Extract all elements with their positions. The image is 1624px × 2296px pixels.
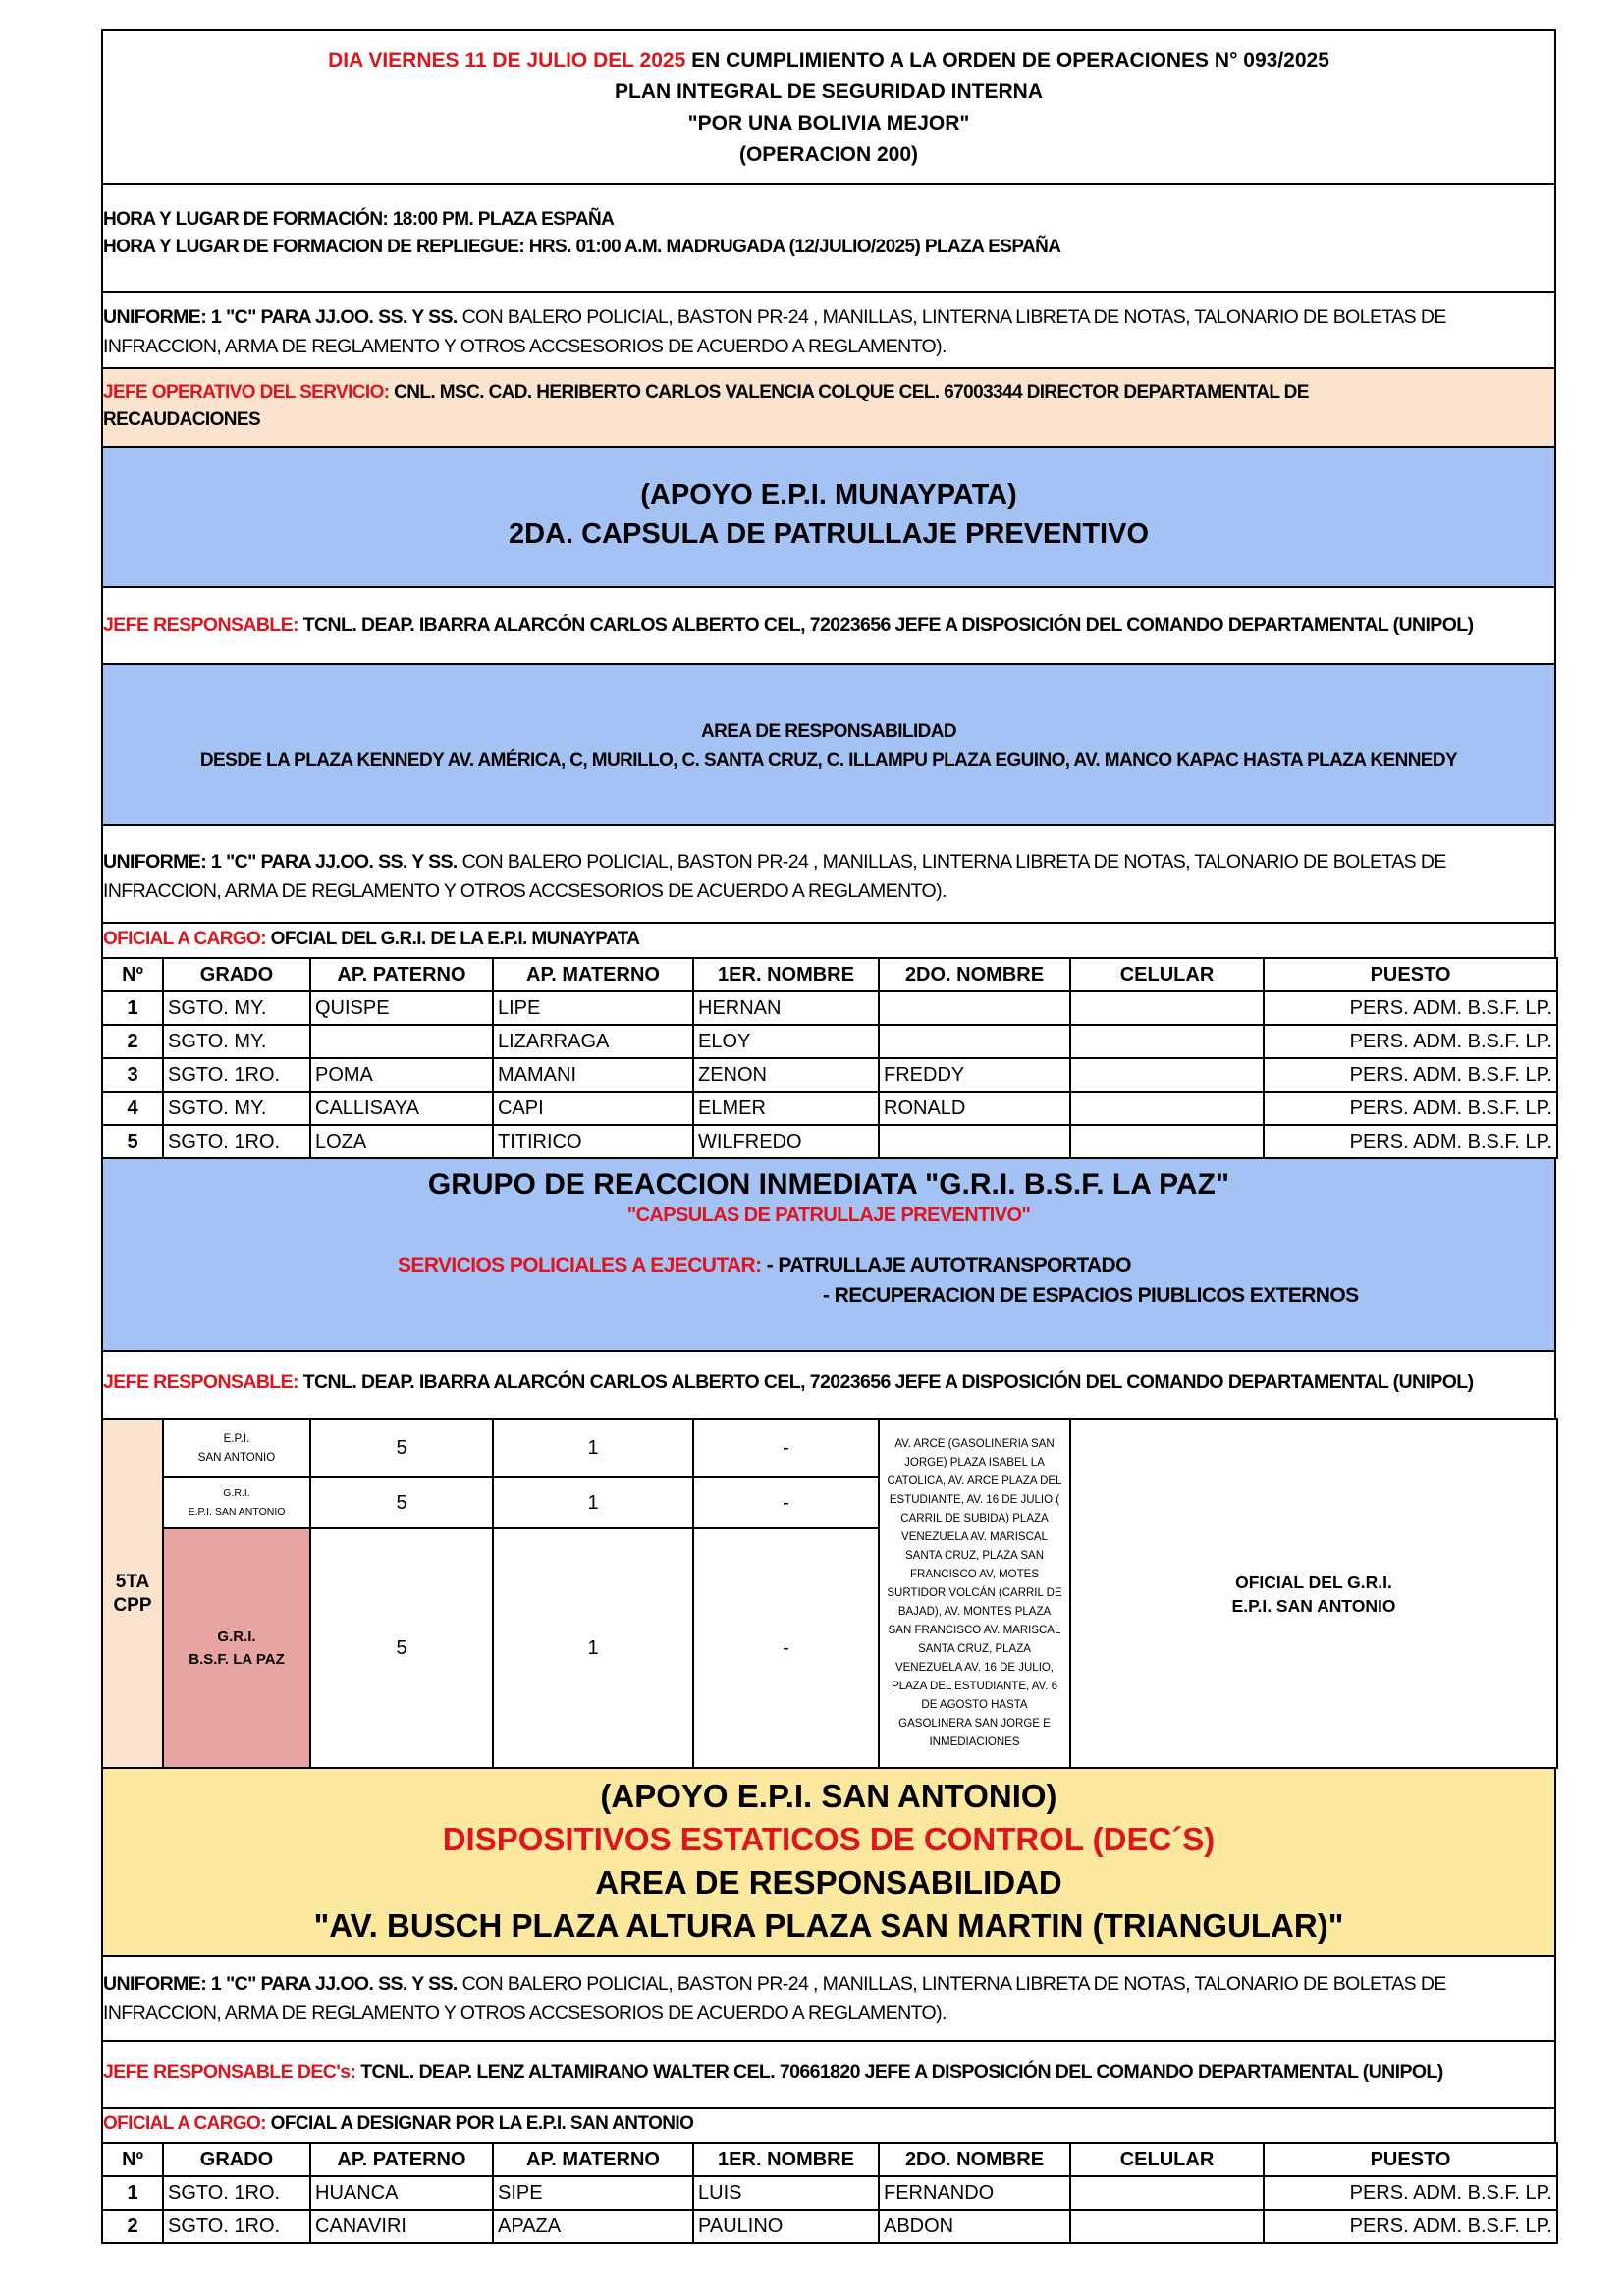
- personnel-table-1: [101, 957, 1558, 1159]
- col-header-first-name: 1ER. NOMBRE: [693, 2143, 879, 2176]
- cpp-n2: 1: [493, 1528, 693, 1768]
- cell-post: PERS. ADM. B.S.F. LP.: [1264, 1058, 1557, 1092]
- area-title: AREA DE RESPONSABILIDAD: [701, 721, 956, 742]
- cell-second-name: [879, 1025, 1070, 1058]
- header-order: EN CUMPLIMIENTO A LA ORDEN DE OPERACIONES N° 093/2025: [685, 49, 1329, 72]
- cpp-unit: E.P.I. SAN ANTONIO: [163, 1419, 310, 1477]
- uniform-2-label: UNIFORME: 1 "C" PARA JJ.OO. SS. Y SS.: [103, 851, 458, 873]
- cpp-n1: 5: [310, 1477, 493, 1528]
- cell-second-name: FREDDY: [879, 1058, 1070, 1092]
- cpp-route: AV. ARCE (GASOLINERIA SAN JORGE) PLAZA ISABEL LA CATOLICA, AV. ARCE PLAZA DEL ESTUDIANTE, AV. 16 DE JULIO ( CARRIL DE SUBIDA) PLAZA VENEZUELA AV. MARISCAL SANTA CRUZ, PLAZA SAN FRANCISCO AV, MOTES SURTIDOR VOLCÁN (CARRIL DE BAJAD), AV. MONTES PLAZA SAN FRANCISCO AV. MARISCAL SANTA CRUZ, PLAZA VENEZUELA AV. 16 DE JULIO, PLAZA DEL ESTUDIANTE, AV. 6 DE AGOSTO HASTA GASOLINERA SAN JORGE E INMEDIACIONES: [879, 1419, 1070, 1768]
- table-header-row: [102, 2143, 1557, 2176]
- gri-service-2: - RECUPERACION DE ESPACIOS PIUBLICOS EXTERNOS: [823, 1284, 1359, 1307]
- cell-maternal: APAZA: [493, 2210, 693, 2243]
- operations-chief-text-2: RECAUDACIONES: [103, 409, 261, 430]
- operations-sheet: [101, 29, 1556, 2244]
- cell-rank: SGTO. 1RO.: [163, 2210, 310, 2243]
- cell-paternal: LOZA: [310, 1125, 493, 1158]
- uniform-label: UNIFORME: 1 "C" PARA JJ.OO. SS. Y SS.: [103, 306, 458, 328]
- cell-first-name: HERNAN: [693, 991, 879, 1025]
- table-row: [102, 991, 1557, 1025]
- col-header-num: Nº: [102, 958, 163, 991]
- cell-phone: [1070, 1092, 1264, 1125]
- cell-post: PERS. ADM. B.S.F. LP.: [1264, 2210, 1557, 2243]
- cell-second-name: RONALD: [879, 1092, 1070, 1125]
- section-munaypata-subtitle: 2DA. CAPSULA DE PATRULLAJE PREVENTIVO: [508, 518, 1150, 550]
- section-munaypata: [101, 448, 1556, 588]
- cell-phone: [1070, 2210, 1264, 2243]
- cpp-unit: G.R.I. E.P.I. SAN ANTONIO: [163, 1477, 310, 1528]
- cell-post: PERS. ADM. B.S.F. LP.: [1264, 2176, 1557, 2210]
- officer-in-charge-2: [101, 2109, 1556, 2144]
- cell-phone: [1070, 1025, 1264, 1058]
- cell-phone: [1070, 1058, 1264, 1092]
- cell-rank: SGTO. MY.: [163, 1092, 310, 1125]
- cell-paternal: POMA: [310, 1058, 493, 1092]
- cell-paternal: CALLISAYA: [310, 1092, 493, 1125]
- section-san-antonio-place: "AV. BUSCH PLAZA ALTURA PLAZA SAN MARTIN (TRIANGULAR)": [313, 1907, 1344, 1944]
- cpp-n3: -: [693, 1419, 879, 1477]
- section-munaypata-title: (APOYO E.P.I. MUNAYPATA): [640, 479, 1017, 510]
- cell-post: PERS. ADM. B.S.F. LP.: [1264, 1125, 1557, 1158]
- cell-second-name: ABDON: [879, 2210, 1070, 2243]
- col-header-first-name: 1ER. NOMBRE: [693, 958, 879, 991]
- responsible-chief: [101, 588, 1556, 665]
- uniform-info: [101, 293, 1556, 369]
- cpp-unit: G.R.I. B.S.F. LA PAZ: [163, 1528, 310, 1768]
- uniform-info-2: [101, 826, 1556, 924]
- cell-num: 3: [102, 1058, 163, 1092]
- gri-title: GRUPO DE REACCION INMEDIATA "G.R.I. B.S.F. LA PAZ": [427, 1168, 1230, 1201]
- cpp-n1: 5: [310, 1528, 493, 1768]
- uniform-3-label: UNIFORME: 1 "C" PARA JJ.OO. SS. Y SS.: [103, 1973, 458, 1995]
- header-plan: PLAN INTEGRAL DE SEGURIDAD INTERNA: [615, 80, 1043, 103]
- operations-chief-label: JEFE OPERATIVO DEL SERVICIO:: [103, 382, 390, 402]
- area-band: [101, 665, 1556, 826]
- cpp-n1: 5: [310, 1419, 493, 1477]
- header-operation: (OPERACION 200): [738, 143, 919, 166]
- cpp-n3: -: [693, 1528, 879, 1768]
- cell-first-name: LUIS: [693, 2176, 879, 2210]
- cell-rank: SGTO. 1RO.: [163, 1058, 310, 1092]
- cell-phone: [1070, 2176, 1264, 2210]
- cell-first-name: WILFREDO: [693, 1125, 879, 1158]
- cell-num: 2: [102, 1025, 163, 1058]
- section-san-antonio-decs: DISPOSITIVOS ESTATICOS DE CONTROL (DEC´S): [442, 1821, 1216, 1857]
- col-header-maternal: AP. MATERNO: [493, 2143, 693, 2176]
- cell-post: PERS. ADM. B.S.F. LP.: [1264, 1025, 1557, 1058]
- col-header-maternal: AP. MATERNO: [493, 958, 693, 991]
- formation-time: HORA Y LUGAR DE FORMACIÓN: 18:00 PM. PLAZA ESPAÑA: [103, 209, 615, 230]
- gri-services-line: [103, 1252, 1554, 1281]
- responsible-chief-2: [101, 1352, 1556, 1420]
- col-header-second-name: 2DO. NOMBRE: [879, 958, 1070, 991]
- col-header-paternal: AP. PATERNO: [310, 2143, 493, 2176]
- header-motto: "POR UNA BOLIVIA MEJOR": [687, 112, 970, 134]
- uniform-3-text-2: INFRACCION, ARMA DE REGLAMENTO Y OTROS ACCSESORIOS DE ACUERDO A REGLAMENTO).: [103, 2002, 947, 2024]
- cell-num: 4: [102, 1092, 163, 1125]
- cell-num: 5: [102, 1125, 163, 1158]
- formation-info: [101, 185, 1556, 293]
- responsible-chief-2-label: JEFE RESPONSABLE:: [103, 1371, 298, 1393]
- officer-label: OFICIAL A CARGO:: [103, 929, 266, 949]
- cell-post: PERS. ADM. B.S.F. LP.: [1264, 1092, 1557, 1125]
- cell-second-name: [879, 1125, 1070, 1158]
- cell-num: 2: [102, 2210, 163, 2243]
- col-header-post: PUESTO: [1264, 2143, 1557, 2176]
- section-san-antonio: [101, 1769, 1556, 1957]
- cell-maternal: LIPE: [493, 991, 693, 1025]
- col-header-rank: GRADO: [163, 2143, 310, 2176]
- decs-chief: [101, 2042, 1556, 2109]
- cell-phone: [1070, 1125, 1264, 1158]
- cell-maternal: MAMANI: [493, 1058, 693, 1092]
- responsible-chief-label: JEFE RESPONSABLE:: [103, 614, 298, 636]
- uniform-info-3: [101, 1957, 1556, 2042]
- cell-second-name: [879, 991, 1070, 1025]
- cpp-table: [101, 1418, 1558, 1769]
- retreat-time: HORA Y LUGAR DE FORMACION DE REPLIEGUE: HRS. 01:00 A.M. MADRUGADA (12/JULIO/2025) PLAZA ESPAÑA: [103, 237, 1061, 257]
- officer-in-charge: [101, 924, 1556, 959]
- cell-paternal: QUISPE: [310, 991, 493, 1025]
- cell-first-name: ELMER: [693, 1092, 879, 1125]
- responsible-chief-2-text: TCNL. DEAP. IBARRA ALARCÓN CARLOS ALBERTO CEL, 72023656 JEFE A DISPOSICIÓN DEL COMANDO DEPARTAMENTAL (UNIPOL): [298, 1371, 1474, 1393]
- uniform-2-text-1: CON BALERO POLICIAL, BASTON PR-24 , MANILLAS, LINTERNA LIBRETA DE NOTAS, TALONARIO DE BOLETAS DE: [457, 851, 1446, 873]
- col-header-rank: GRADO: [163, 958, 310, 991]
- personnel-table-2: [101, 2142, 1558, 2244]
- table-row: [102, 1025, 1557, 1058]
- responsible-chief-text: TCNL. DEAP. IBARRA ALARCÓN CARLOS ALBERTO CEL, 72023656 JEFE A DISPOSICIÓN DEL COMANDO DEPARTAMENTAL (UNIPOL): [298, 614, 1474, 636]
- header-date-line: [103, 45, 1554, 77]
- cell-first-name: ELOY: [693, 1025, 879, 1058]
- cell-maternal: LIZARRAGA: [493, 1025, 693, 1058]
- col-header-phone: CELULAR: [1070, 958, 1264, 991]
- cpp-n3: -: [693, 1477, 879, 1528]
- cell-rank: SGTO. 1RO.: [163, 1125, 310, 1158]
- decs-chief-label: JEFE RESPONSABLE DEC's:: [103, 2061, 356, 2083]
- cell-post: PERS. ADM. B.S.F. LP.: [1264, 991, 1557, 1025]
- officer-2-label: OFICIAL A CARGO:: [103, 2113, 266, 2134]
- area-text: DESDE LA PLAZA KENNEDY AV. AMÉRICA, C, MURILLO, C. SANTA CRUZ, C. ILLAMPU PLAZA EGUINO, AV. MANCO KAPAC HASTA PLAZA KENNEDY: [199, 750, 1458, 771]
- cell-paternal: HUANCA: [310, 2176, 493, 2210]
- header-date: DIA VIERNES 11 DE JULIO DEL 2025: [328, 49, 686, 72]
- cell-maternal: SIPE: [493, 2176, 693, 2210]
- col-header-second-name: 2DO. NOMBRE: [879, 2143, 1070, 2176]
- cell-maternal: TITIRICO: [493, 1125, 693, 1158]
- gri-subtitle: "CAPSULAS DE PATRULLAJE PREVENTIVO": [626, 1204, 1031, 1226]
- officer-2-text: OFCIAL A DESIGNAR POR LA E.P.I. SAN ANTONIO: [265, 2113, 694, 2134]
- cpp-label: 5TA CPP: [102, 1419, 163, 1768]
- col-header-paternal: AP. PATERNO: [310, 958, 493, 991]
- cpp-row: [102, 1419, 1557, 1477]
- table-row: [102, 1092, 1557, 1125]
- uniform-3-text-1: CON BALERO POLICIAL, BASTON PR-24 , MANILLAS, LINTERNA LIBRETA DE NOTAS, TALONARIO DE BOLETAS DE: [457, 1973, 1446, 1995]
- cell-first-name: ZENON: [693, 1058, 879, 1092]
- uniform-text-2: INFRACCION, ARMA DE REGLAMENTO Y OTROS ACCSESORIOS DE ACUERDO A REGLAMENTO).: [103, 336, 947, 357]
- cpp-n2: 1: [493, 1477, 693, 1528]
- uniform-text-1: CON BALERO POLICIAL, BASTON PR-24 , MANILLAS, LINTERNA LIBRETA DE NOTAS, TALONARIO DE BOLETAS DE: [457, 306, 1446, 328]
- document-header: [101, 29, 1556, 185]
- operations-chief: [101, 369, 1556, 448]
- officer-text: OFCIAL DEL G.R.I. DE LA E.P.I. MUNAYPATA: [265, 929, 640, 949]
- gri-service-1: - PATRULLAJE AUTOTRANSPORTADO: [761, 1255, 1131, 1277]
- cell-maternal: CAPI: [493, 1092, 693, 1125]
- cell-phone: [1070, 991, 1264, 1025]
- cell-second-name: FERNANDO: [879, 2176, 1070, 2210]
- table-row: [102, 2210, 1557, 2243]
- decs-chief-text: TCNL. DEAP. LENZ ALTAMIRANO WALTER CEL. 70661820 JEFE A DISPOSICIÓN DEL COMANDO DEPARTAMENTAL (UNIPOL): [355, 2061, 1443, 2083]
- col-header-phone: CELULAR: [1070, 2143, 1264, 2176]
- cpp-n2: 1: [493, 1419, 693, 1477]
- gri-services-label: SERVICIOS POLICIALES A EJECUTAR:: [398, 1255, 762, 1277]
- section-san-antonio-title: (APOYO E.P.I. SAN ANTONIO): [600, 1778, 1057, 1814]
- cell-rank: SGTO. MY.: [163, 1025, 310, 1058]
- cell-rank: SGTO. 1RO.: [163, 2176, 310, 2210]
- cell-paternal: CANAVIRI: [310, 2210, 493, 2243]
- uniform-2-text-2: INFRACCION, ARMA DE REGLAMENTO Y OTROS ACCSESORIOS DE ACUERDO A REGLAMENTO).: [103, 881, 947, 902]
- cell-rank: SGTO. MY.: [163, 991, 310, 1025]
- cell-first-name: PAULINO: [693, 2210, 879, 2243]
- cell-paternal: [310, 1025, 493, 1058]
- operations-chief-text-1: CNL. MSC. CAD. HERIBERTO CARLOS VALENCIA COLQUE CEL. 67003344 DIRECTOR DEPARTAMENTAL DE: [389, 382, 1309, 402]
- gri-band: [101, 1159, 1556, 1352]
- table-row: [102, 1058, 1557, 1092]
- col-header-num: Nº: [102, 2143, 163, 2176]
- table-row: [102, 1125, 1557, 1158]
- cell-num: 1: [102, 2176, 163, 2210]
- col-header-post: PUESTO: [1264, 958, 1557, 991]
- table-row: [102, 2176, 1557, 2210]
- cpp-officer: OFICIAL DEL G.R.I. E.P.I. SAN ANTONIO: [1070, 1419, 1557, 1768]
- table-header-row: [102, 958, 1557, 991]
- cell-num: 1: [102, 991, 163, 1025]
- section-san-antonio-area: AREA DE RESPONSABILIDAD: [595, 1864, 1062, 1900]
